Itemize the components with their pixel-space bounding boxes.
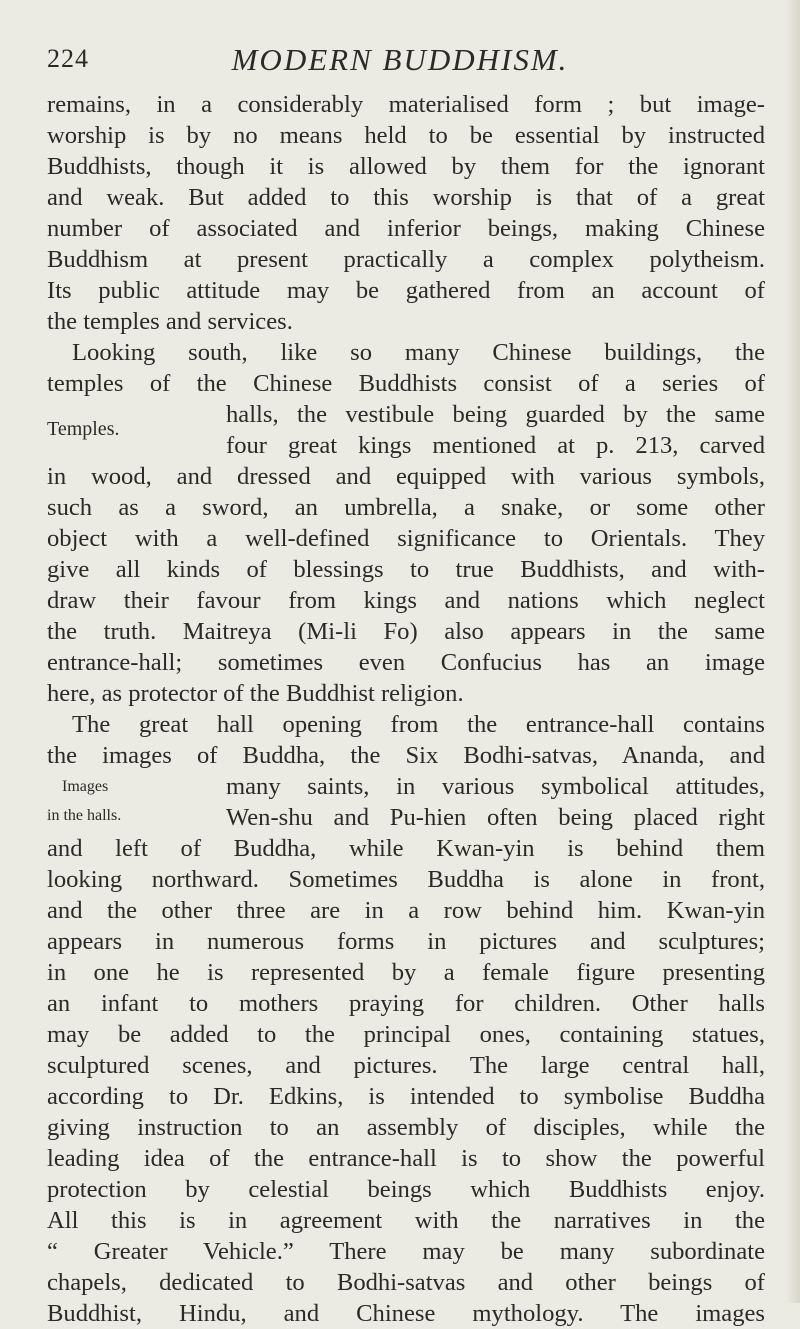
page-header: [0, 44, 800, 84]
text-line: sculptured scenes, and pictures. The large central hall,: [47, 1052, 765, 1079]
text-line: Buddhists, though it is allowed by them for the ignorant: [47, 153, 765, 180]
text-line: Its public attitude may be gathered from an account of: [47, 277, 765, 304]
running-title: MODERN BUDDHISM.: [231, 42, 569, 77]
text-line: Wen-shu and Pu-hien often being placed right: [226, 804, 765, 831]
text-line: in one he is represented by a female figure presenting: [47, 959, 765, 986]
text-line: “ Greater Vehicle.” There may be many subordinate: [47, 1238, 765, 1265]
text-line: All this is in agreement with the narratives in the: [47, 1207, 765, 1234]
text-line: Looking south, like so many Chinese buildings, the: [72, 339, 765, 366]
text-line: number of associated and inferior beings, making Chinese: [47, 215, 765, 242]
text-line: and left of Buddha, while Kwan-yin is behind them: [47, 835, 765, 862]
text-line: Buddhism at present practically a complex polytheism.: [47, 246, 765, 273]
text-line: The great hall opening from the entrance-hall contains: [72, 711, 765, 738]
text-line: the images of Buddha, the Six Bodhi-satvas, Ananda, and: [47, 742, 765, 769]
text-line: entrance-hall; sometimes even Confucius has an image: [47, 649, 765, 676]
text-line: may be added to the principal ones, containing statues,: [47, 1021, 765, 1048]
text-line: leading idea of the entrance-hall is to show the powerful: [47, 1145, 765, 1172]
text-line: temples of the Chinese Buddhists consist of a series of: [47, 370, 765, 397]
text-line: remains, in a considerably materialised form ; but image-: [47, 91, 765, 118]
text-line: such as a sword, an umbrella, a snake, or some other: [47, 494, 765, 521]
text-line: chapels, dedicated to Bodhi-satvas and other beings of: [47, 1269, 765, 1296]
margin-note-temples: Temples.: [47, 418, 120, 440]
text-line: here, as protector of the Buddhist religion.: [47, 680, 464, 707]
text-line: the temples and services.: [47, 308, 293, 335]
text-line: according to Dr. Edkins, is intended to symbolise Buddha: [47, 1083, 765, 1110]
text-line: worship is by no means held to be essential by instructed: [47, 122, 765, 149]
text-line: protection by celestial beings which Buddhists enjoy.: [47, 1176, 765, 1203]
text-line: the truth. Maitreya (Mi-li Fo) also appears in the same: [47, 618, 765, 645]
text-line: Buddhist, Hindu, and Chinese mythology. The images: [47, 1300, 765, 1327]
text-line: and the other three are in a row behind him. Kwan-yin: [47, 897, 765, 924]
page-number: 224: [47, 44, 89, 73]
text-line: many saints, in various symbolical attitudes,: [226, 773, 765, 800]
text-line: halls, the vestibule being guarded by the same: [226, 401, 765, 428]
text-line: an infant to mothers praying for children. Other halls: [47, 990, 765, 1017]
text-line: draw their favour from kings and nations which neglect: [47, 587, 765, 614]
margin-note-in-the-halls: in the halls.: [47, 807, 122, 824]
text-line: looking northward. Sometimes Buddha is alone in front,: [47, 866, 765, 893]
text-line: giving instruction to an assembly of disciples, while the: [47, 1114, 765, 1141]
margin-note-images: Images: [62, 778, 109, 795]
text-line: appears in numerous forms in pictures and sculptures;: [47, 928, 765, 955]
text-line: in wood, and dressed and equipped with various symbols,: [47, 463, 765, 490]
page-edge-shadow: [786, 0, 800, 1303]
text-line: and weak. But added to this worship is that of a great: [47, 184, 765, 211]
text-line: four great kings mentioned at p. 213, carved: [226, 432, 765, 459]
text-line: object with a well-defined significance to Orientals. They: [47, 525, 765, 552]
text-line: give all kinds of blessings to true Buddhists, and with-: [47, 556, 765, 583]
